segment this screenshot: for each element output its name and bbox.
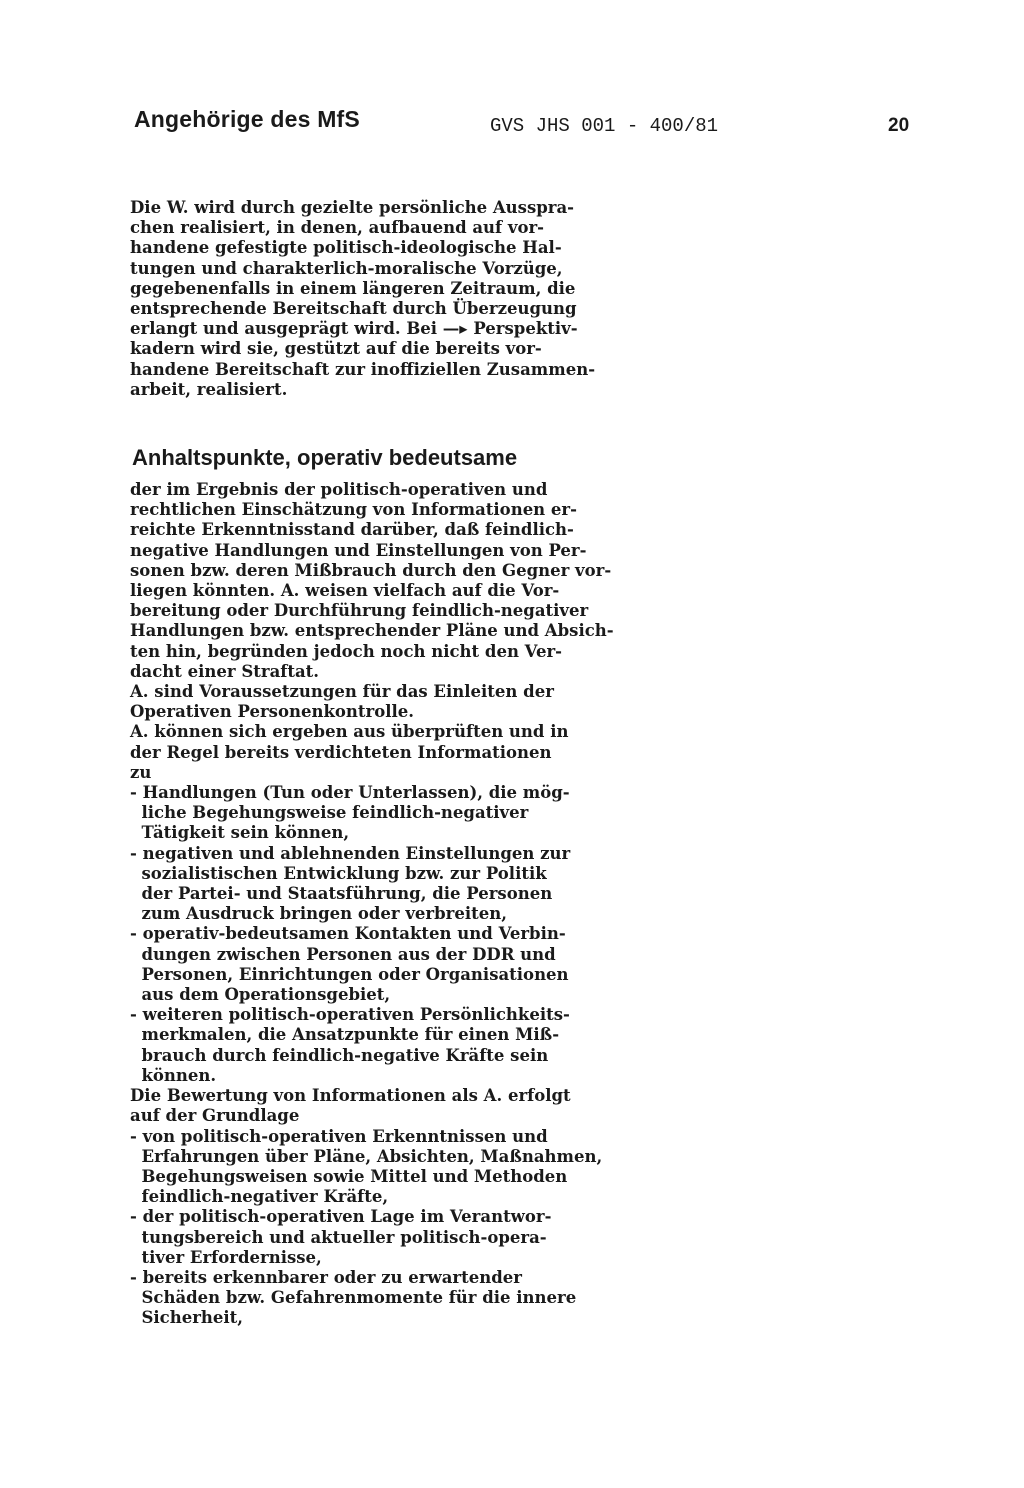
entry-heading: Anhaltspunkte, operativ bedeutsame xyxy=(132,445,518,470)
entry-body: der im Ergebnis der politisch-operativen und rechtlichen Einschätzung von Informationen er- reichte Erkenntnisstand darüber, daß feindlich- negative Handlungen und Einstellungen von Per- sonen bzw. deren Mißbrauch durch den Gegner vor- liegen könnten. A. weisen vielfach auf die Vor- bereitung oder Durchführung feindlich-negativer Handlungen bzw. entsprechender Pläne und Absich- ten hin, begründen jedoch noch nicht den Ver- dacht einer Straftat. A. sind Voraussetzungen für das Einleiten der Operativen Personenkontrolle. A. können sich ergeben aus überprüften und in der Regel bereits verdichteten Informationen zu - Handlungen (Tun oder Unterlassen), die mög- liche Begehungsweise feindlich-negativer Tätigkeit sein können, - negativen und ablehnenden Einstellungen zur sozialistischen Entwicklung bzw. zur Politik der Partei- und Staatsführung, die Personen zum Ausdruck bringen oder verbreiten, - operativ-bedeutsamen Kontakten und Verbin- dungen zwischen Personen aus der DDR und Personen, Einrichtungen oder Organisationen aus dem Operationsgebiet, - weiteren politisch-operativen Persönlichkeits- merkmalen, die Ansatzpunkte für einen Miß- brauch durch feindlich-negative Kräfte sein können. Die Bewertung von Informationen als A. erfolgt auf der Grundlage - von politisch-operativen Erkenntnissen und Erfahrungen über Pläne, Absichten, Maßnahmen, Begehungsweisen sowie Mittel und Methoden feindlich-negativer Kräfte, - der politisch-operativen Lage im Verantwor- tungsbereich und aktueller politisch-opera- tiver Erfordernisse, - bereits erkennbarer oder zu erwartender Schäden bzw. Gefahrenmomente für die innere Sicherheit, xyxy=(130,480,614,1328)
section-title: Angehörige des MfS xyxy=(134,106,360,132)
intro-paragraph: Die W. wird durch gezielte persönliche Ausspra- chen realisiert, in denen, aufbauend auf vor- handene gefestigte politisch-ideologische Hal- tungen und charakterlich-moralische Vorzüge, gegebenenfalls in einem längeren Zeitraum, die entsprechende Bereitschaft durch Überzeugung erlangt und ausgeprägt wird. Bei —▸ Perspektiv- kadern wird sie, gestützt auf die bereits vor- handene Bereitschaft zur inoffiziellen Zusammen- arbeit, realisiert. xyxy=(130,198,596,399)
page-number: 20 xyxy=(888,115,910,136)
document-reference: GVS JHS 001 - 400/81 xyxy=(490,115,719,137)
